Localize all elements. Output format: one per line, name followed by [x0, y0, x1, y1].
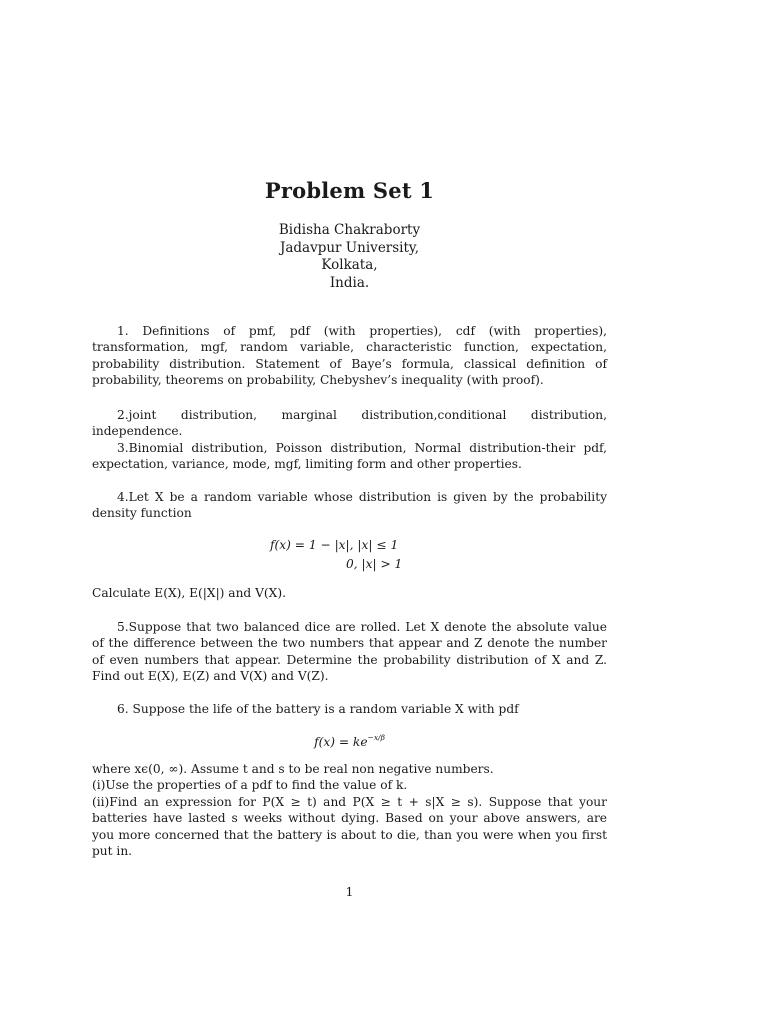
problem-5	[92, 619, 607, 685]
equation-line-2: 0, |x| > 1	[346, 557, 403, 571]
problem-4	[92, 489, 607, 522]
problem-4-text: 4.Let X be a random variable whose distribution is given by the probability density function	[92, 490, 607, 521]
problem-6-where: where xϵ(0, ∞). Assume t and s to be real non negative numbers.	[92, 762, 494, 776]
equation-line-1: f(x) = 1 − |x|, |x| ≤ 1	[270, 538, 399, 552]
page-title: Problem Set 1	[264, 178, 435, 203]
document-page	[92, 0, 607, 1024]
author-country: India.	[329, 274, 370, 291]
problem-1	[92, 323, 607, 389]
problem-2-text: 2.joint distribution, marginal distribution,conditional distribution, independence.	[92, 408, 607, 439]
problem-6-part-i: (i)Use the properties of a pdf to find the value of k.	[92, 778, 408, 793]
problem-6-equation	[92, 733, 607, 749]
problem-6	[92, 701, 607, 717]
problem-2	[92, 407, 607, 440]
problem-3	[92, 440, 607, 473]
problem-4-calc-text: Calculate E(X), E(|X|) and V(X).	[92, 586, 286, 600]
problem-6-body	[92, 761, 607, 859]
author-institution: Jadavpur University,	[279, 239, 420, 256]
author-city: Kolkata,	[321, 257, 378, 273]
page-number: 1	[345, 884, 354, 899]
problem-1-text: 1. Definitions of pmf, pdf (with properties), cdf (with properties), transformation, mgf, random variable, characteristic function, expectation, probability distribution. Statement of Baye’s formula, classical definition of probability, theorems on probability, Chebyshev’s inequality (with proof).	[92, 324, 607, 388]
problem-4-equation	[92, 536, 607, 576]
equation-base: f(x) = ke	[314, 735, 368, 749]
author-name: Bidisha Chakraborty	[278, 222, 421, 238]
equation-exponent: −x/β	[367, 733, 385, 742]
problem-4-calc	[92, 585, 607, 601]
problem-3-text: 3.Binomial distribution, Poisson distribution, Normal distribution-their pdf, expectation, variance, mode, mgf, limiting form and other properties.	[92, 441, 607, 472]
problem-6-text: 6. Suppose the life of the battery is a random variable X with pdf	[117, 702, 519, 716]
problem-5-text: 5.Suppose that two balanced dice are rolled. Let X denote the absolute value of the difference between the two numbers that appear and Z denote the number of even numbers that appear. Determine the probability distribution of X and Z. Find out E(X), E(Z) and V(X) and V(Z).	[92, 620, 607, 684]
problem-6-part-ii: (ii)Find an expression for P(X ≥ t) and P(X ≥ t + s|X ≥ s). Suppose that your batteries have lasted s weeks without dying. Based on your above answers, are you more concerned that the battery is about to die, than you were when you first put in.	[92, 794, 607, 859]
author-block	[92, 222, 607, 292]
